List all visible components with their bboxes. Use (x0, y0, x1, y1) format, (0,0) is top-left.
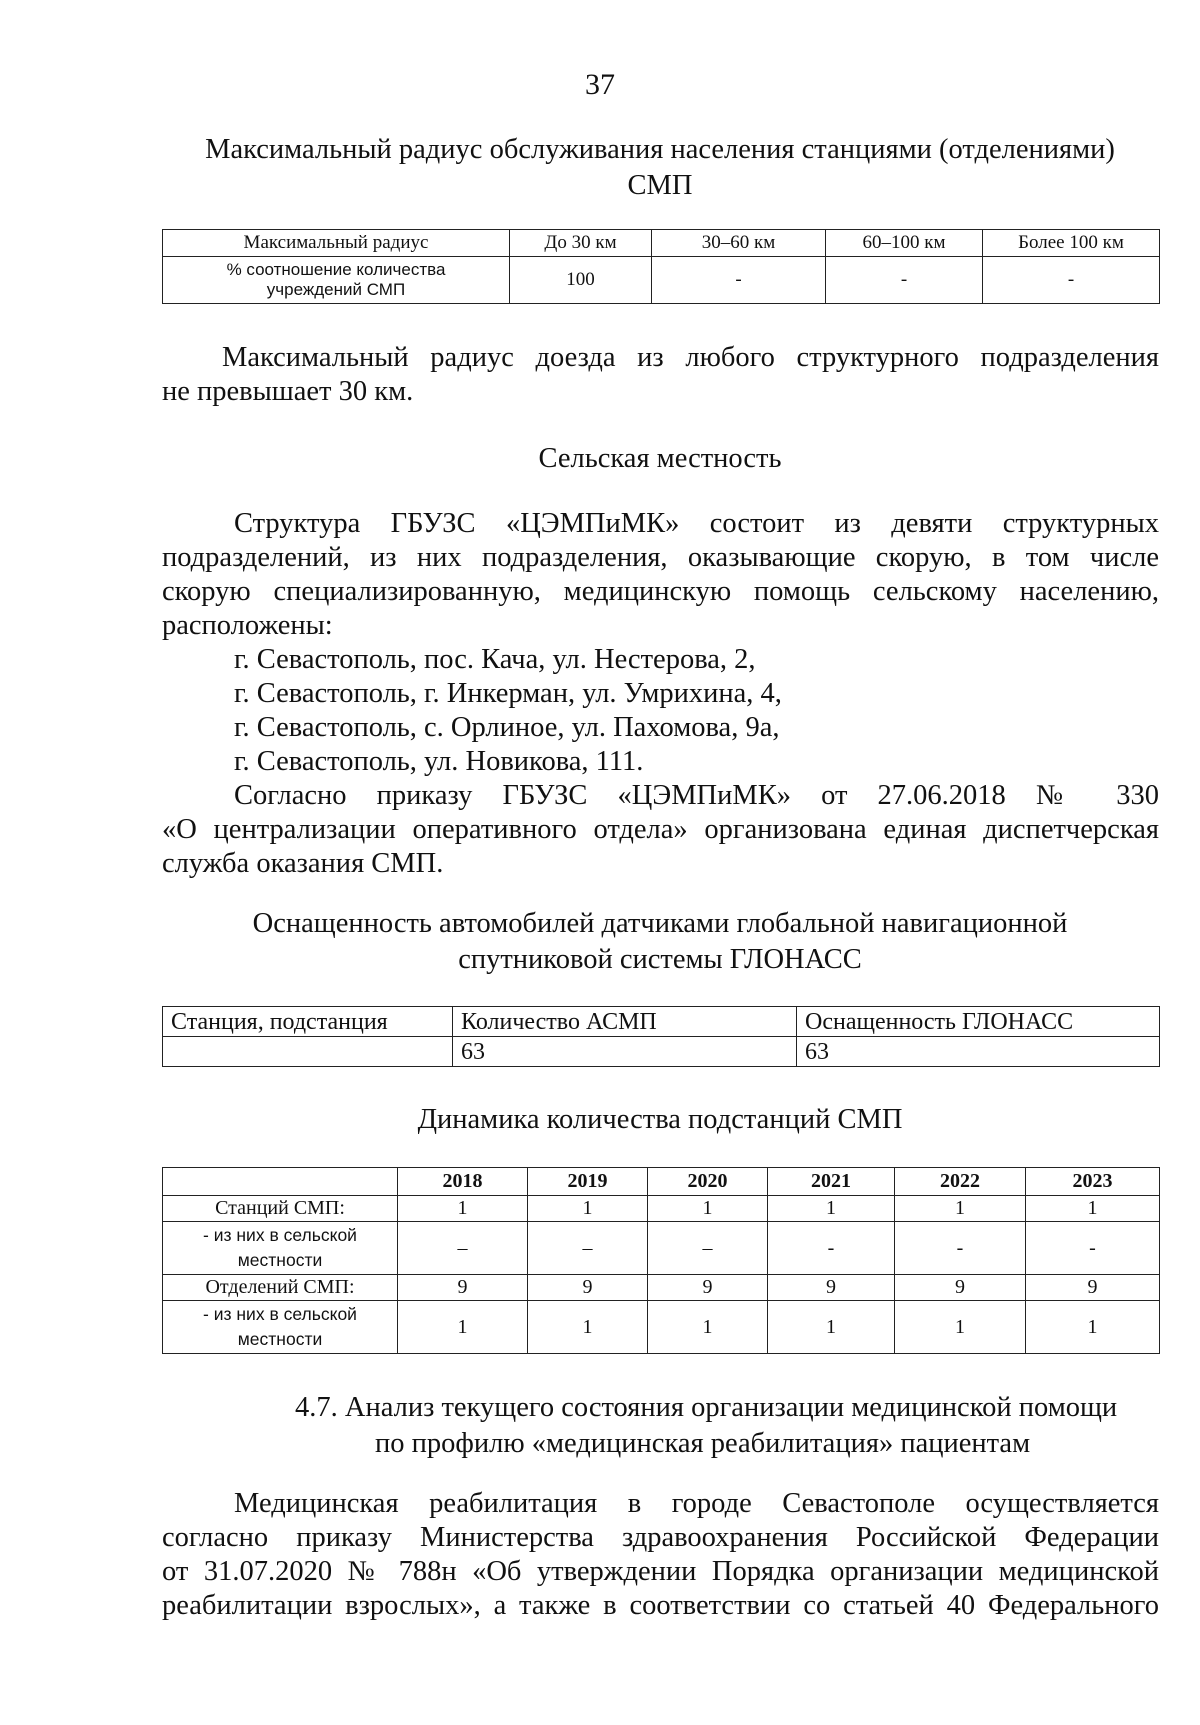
rehab-line2: согласно приказу Министерства здравоохранения Российской Федерации (162, 1522, 1159, 1553)
table-cell: 9 (528, 1275, 648, 1301)
table-cell: 1 (895, 1196, 1026, 1222)
table-cell: 1 (398, 1301, 528, 1354)
year-header: 2019 (528, 1168, 648, 1196)
year-header: 2018 (398, 1168, 528, 1196)
table-cell: 1 (528, 1196, 648, 1222)
table-cell: 1 (398, 1196, 528, 1222)
table-cell: – (528, 1222, 648, 1275)
year-header: 2023 (1026, 1168, 1160, 1196)
section3-title (160, 906, 1160, 978)
row-label: Отделений СМП: (163, 1275, 398, 1301)
table-cell: 9 (768, 1275, 895, 1301)
section1-title (160, 132, 1160, 204)
structure-line1: Структура ГБУЗС «ЦЭМПиМК» состоит из девяти структурных (234, 508, 1159, 539)
row-label: Станций СМП: (163, 1196, 398, 1222)
section1-title-line1: Максимальный радиус обслуживания населения станциями (отделениями) (205, 134, 1115, 165)
section3-title-line2: спутниковой системы ГЛОНАСС (458, 944, 862, 975)
order-line1: Согласно приказу ГБУЗС «ЦЭМПиМК» от 27.06.2018 № 330 (234, 780, 1159, 811)
table-header-cell: 60–100 км (826, 230, 983, 257)
table-row (163, 257, 1160, 304)
row-label (163, 1222, 398, 1275)
table-cell: 100 (510, 257, 652, 304)
table-cell: - (895, 1222, 1026, 1275)
table-cell: 1 (1026, 1301, 1160, 1354)
year-header: 2022 (895, 1168, 1026, 1196)
year-header: 2020 (648, 1168, 768, 1196)
rehab-line3: от 31.07.2020 № 788н «Об утверждении Порядка организации медицинской (162, 1556, 1159, 1587)
address-item: г. Севастополь, пос. Кача, ул. Нестерова, 2, (234, 644, 756, 675)
table-header-cell: 30–60 км (652, 230, 826, 257)
page-number: 37 (585, 68, 615, 101)
rehab-paragraph (162, 1487, 1159, 1623)
table-header-cell: Максимальный радиус (163, 230, 510, 257)
order-paragraph (162, 779, 1159, 881)
row-label-line1: - из них в сельской (203, 1225, 357, 1245)
radius-paragraph-line2: не превышает 30 км. (162, 376, 414, 407)
table-cell: 63 (797, 1037, 1160, 1067)
table-cell: 1 (895, 1301, 1026, 1354)
substations-dynamics-table (162, 1167, 1160, 1354)
section2-title: Сельская местность (538, 443, 782, 474)
table-cell: 9 (895, 1275, 1026, 1301)
section5-title-line1: 4.7. Анализ текущего состояния организации медицинской помощи (295, 1392, 1118, 1423)
row-label-line2: местности (237, 1250, 323, 1270)
table-cell: 1 (648, 1196, 768, 1222)
table-cell: 9 (1026, 1275, 1160, 1301)
structure-line4: расположены: (162, 610, 333, 641)
row-label-line1: - из них в сельской (203, 1304, 357, 1324)
table-cell: - (768, 1222, 895, 1275)
table-header-cell: Оснащенность ГЛОНАСС (797, 1007, 1160, 1037)
structure-line3: скорую специализированную, медицинскую помощь сельскому населению, (162, 576, 1159, 607)
table-header-row (163, 1168, 1160, 1196)
section1-title-line2: СМП (627, 170, 693, 201)
table-row (163, 1007, 1160, 1037)
section4-title: Динамика количества подстанций СМП (417, 1104, 903, 1135)
table-header-cell: Станция, подстанция (163, 1007, 453, 1037)
max-radius-table (162, 229, 1160, 304)
table-cell: 1 (648, 1301, 768, 1354)
table-cell: – (398, 1222, 528, 1275)
table-header-cell (163, 1168, 398, 1196)
table-cell: 1 (1026, 1196, 1160, 1222)
section3-title-line1: Оснащенность автомобилей датчиками глобальной навигационной (252, 908, 1068, 939)
table-row (163, 230, 1160, 257)
address-item: г. Севастополь, ул. Новикова, 111. (234, 746, 644, 777)
address-item: г. Севастополь, г. Инкерман, ул. Умрихина, 4, (234, 678, 782, 709)
table-cell: 1 (528, 1301, 648, 1354)
table-cell: 1 (768, 1301, 895, 1354)
table-row (163, 1222, 1160, 1275)
table-cell: 9 (648, 1275, 768, 1301)
row-label (163, 1301, 398, 1354)
table-cell: - (983, 257, 1160, 304)
order-line3: служба оказания СМП. (162, 848, 444, 879)
table-cell: - (652, 257, 826, 304)
table-header-cell: Более 100 км (983, 230, 1160, 257)
table-cell: 9 (398, 1275, 528, 1301)
row-label-line2: местности (237, 1329, 323, 1349)
table-cell: - (1026, 1222, 1160, 1275)
year-header: 2021 (768, 1168, 895, 1196)
table-header-cell: Количество АСМП (453, 1007, 797, 1037)
table-cell: – (648, 1222, 768, 1275)
table-row (163, 1275, 1160, 1301)
table-row (163, 1196, 1160, 1222)
row-label-line1: % соотношение количества (226, 260, 446, 279)
rehab-line4: реабилитации взрослых», а также в соответствии со статьей 40 Федерального (162, 1590, 1159, 1621)
address-list (234, 643, 1159, 779)
rehab-line1: Медицинская реабилитация в городе Севастополе осуществляется (234, 1488, 1159, 1519)
section5-title-line2: по профилю «медицинская реабилитация» пациентам (375, 1428, 1031, 1459)
order-line2: «О централизации оперативного отдела» организована единая диспетчерская (162, 814, 1159, 845)
table-row (163, 1037, 1160, 1067)
table-row (163, 1301, 1160, 1354)
radius-paragraph-line1: Максимальный радиус доезда из любого структурного подразделения (222, 342, 1159, 373)
address-item: г. Севастополь, с. Орлиное, ул. Пахомова, 9а, (234, 712, 780, 743)
row-label-cell (163, 257, 510, 304)
radius-paragraph (162, 341, 1159, 409)
table-header-cell: До 30 км (510, 230, 652, 257)
table-cell: - (826, 257, 983, 304)
table-cell (163, 1037, 453, 1067)
table-cell: 63 (453, 1037, 797, 1067)
table-cell: 1 (768, 1196, 895, 1222)
row-label-line2: учреждений СМП (266, 280, 406, 299)
section5-title (240, 1390, 1200, 1462)
structure-paragraph (162, 507, 1159, 643)
glonass-table (162, 1006, 1160, 1067)
structure-line2: подразделений, из них подразделения, оказывающие скорую, в том числе (162, 542, 1159, 573)
